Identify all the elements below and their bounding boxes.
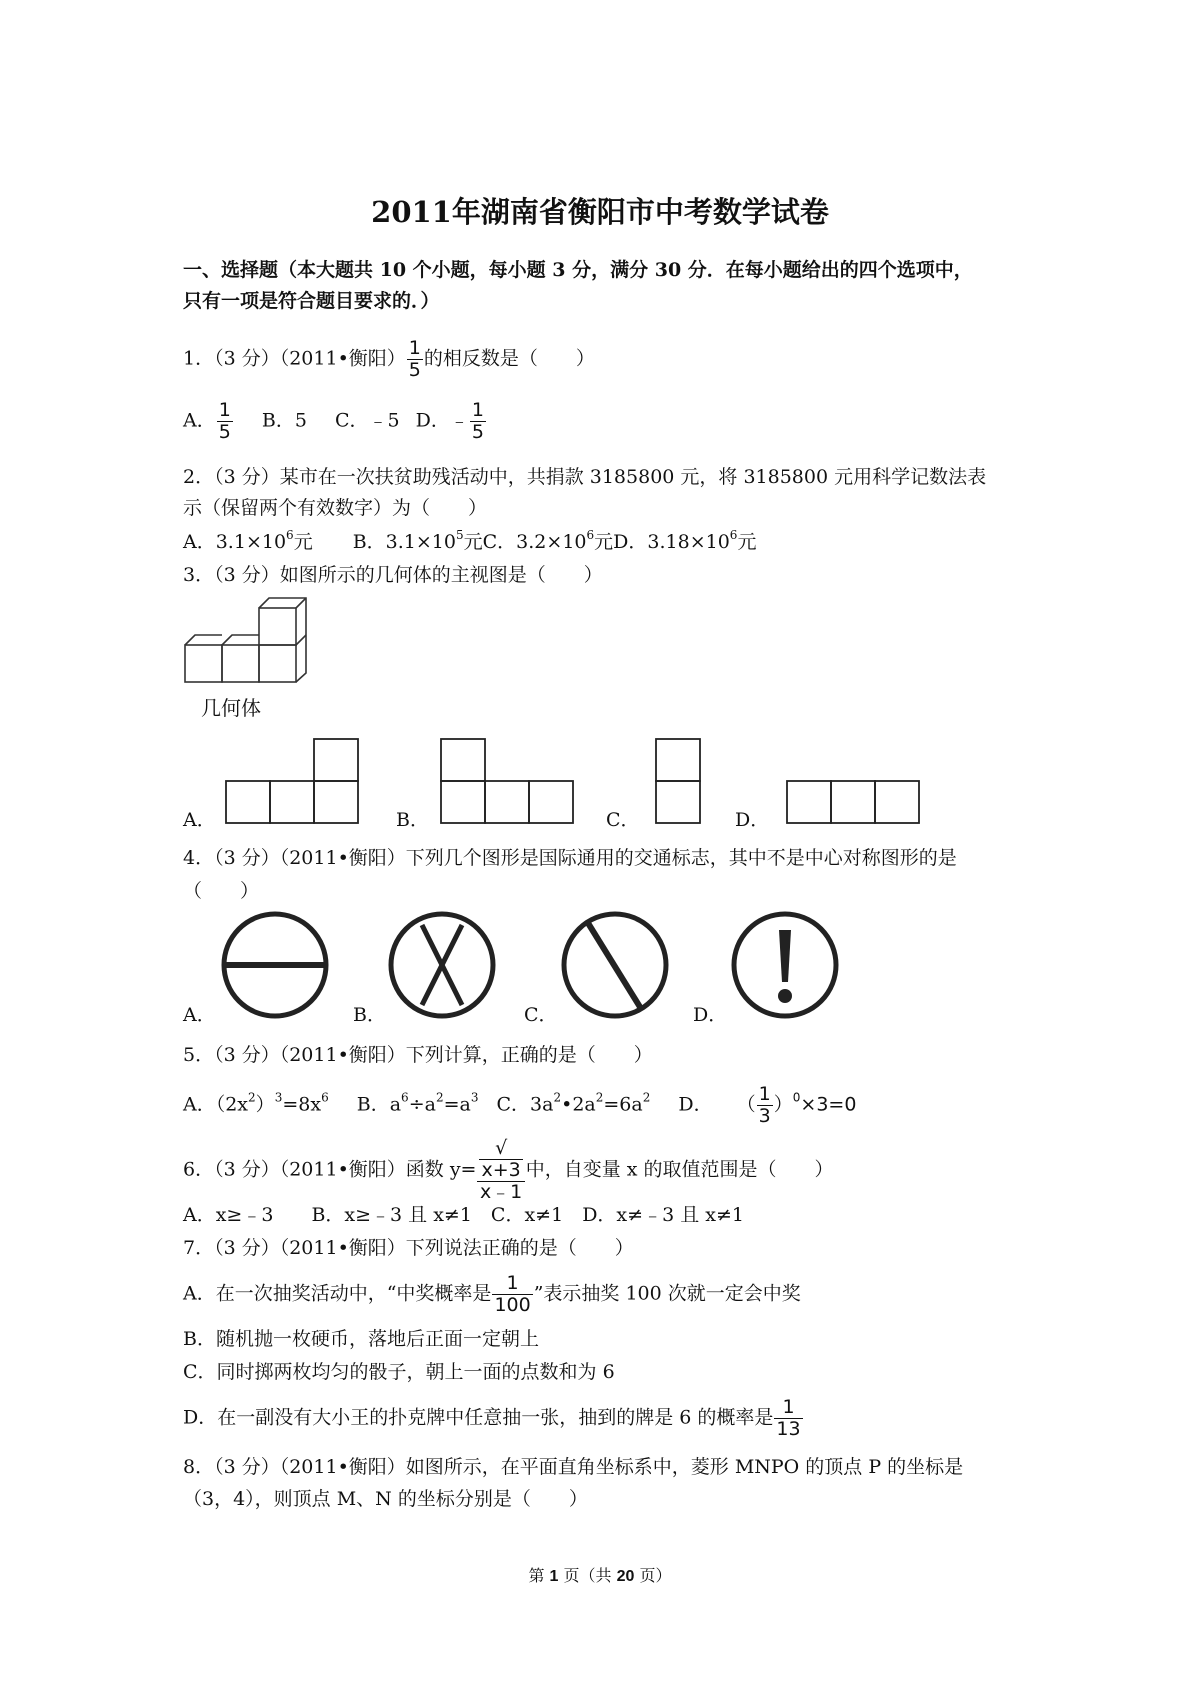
q1-stem: 1．（3 分）（2011•衡阳） $\frac{1}{5}$ 的相反数是（ ） — [183, 337, 595, 381]
q6-options: A．x≥﹣3 B．x≥﹣3 且 x≠1 C．x≠1 D．x≠﹣3 且 x≠1 — [183, 1204, 744, 1226]
q1-options: A． $\frac{1}{5}$ B．5 C．﹣5 D．﹣ $\frac{1}{5}$ — [183, 399, 484, 443]
q5-stem: 5．（3 分）（2011•衡阳）下列计算，正确的是（ ） — [183, 1044, 653, 1066]
q4-option-d-label: D． — [693, 1004, 728, 1026]
q7-option-b: B．随机抛一枚硬币，落地后正面一定朝上 — [183, 1328, 539, 1350]
q3-option-c-figure — [655, 738, 705, 824]
q7-option-c: C．同时掷两枚均匀的骰子，朝上一面的点数和为 6 — [183, 1361, 615, 1383]
q3-option-a-figure — [225, 738, 365, 824]
page-title: 2011年湖南省衡阳市中考数学试卷 — [371, 195, 829, 229]
q3-option-d-label: D． — [735, 809, 770, 831]
end-restriction-sign-icon — [560, 910, 672, 1022]
q6-stem: 6．（3 分）（2011•衡阳）函数 y= √ x+3 x﹣1 中，自变量 x 的取值范围是（ ） — [183, 1137, 834, 1203]
section-heading-cont: 只有一项是符合题目要求的．） — [183, 290, 440, 312]
section-heading: 一、选择题（本大题共 10 个小题，每小题 3 分，满分 30 分．在每小题给出的四个选项中， — [183, 259, 973, 281]
q4-option-b-label: B． — [353, 1004, 386, 1026]
q5-options: A．$(2x^2)^3=8x^6$ B．$a^6\div a^2=a^3$ C．$3a^2•2a^2=6a^2$ D． （ $\frac{1}{3}$ ）$^0$×3=0 — [183, 1083, 857, 1127]
page-footer: 第 1 页（共 20 页） — [528, 1566, 672, 1585]
q4-stem: 4．（3 分）（2011•衡阳）下列几个图形是国际通用的交通标志，其中不是中心对称图形的是 — [183, 847, 957, 869]
figure-label: 几何体 — [201, 696, 261, 720]
warning-exclamation-sign-icon — [730, 910, 842, 1022]
q7-option-a: A．在一次抽奖活动中，“中奖概率是 $\frac{1}{100}$ ”表示抽奖 100 次就一定会中奖 — [183, 1272, 801, 1316]
q4-option-a-label: A． — [183, 1004, 216, 1026]
no-entry-sign-icon — [220, 910, 332, 1022]
q3-stem: 3．（3 分）如图所示的几何体的主视图是（ ） — [183, 564, 603, 586]
q3-option-d-figure — [786, 780, 926, 826]
q3-option-b-figure — [440, 738, 580, 824]
q8-stem: 8．（3 分）（2011•衡阳）如图所示，在平面直角坐标系中，菱形 MNPO 的顶点 P 的坐标是 — [183, 1456, 964, 1478]
no-stopping-sign-icon — [387, 910, 499, 1022]
q2-stem: 2．（3 分）某市在一次扶贫助残活动中，共捐款 3185800 元，将 3185800 元用科学记数法表 — [183, 466, 987, 488]
q2-options: A．$3.1\times 10^6$元 B．$3.1\times 10^5$元C．$3.2\times 10^6$元D．$3.18\times 10^6$元 — [183, 528, 757, 553]
geometric-solid-figure — [183, 593, 333, 693]
q7-stem: 7．（3 分）（2011•衡阳）下列说法正确的是（ ） — [183, 1237, 634, 1259]
q3-option-c-label: C． — [606, 809, 640, 831]
q3-option-a-label: A． — [183, 809, 216, 831]
q2-stem-cont: 示（保留两个有效数字）为（ ） — [183, 497, 488, 519]
q4-option-c-label: C． — [524, 1004, 558, 1026]
q3-option-b-label: B． — [396, 809, 429, 831]
q4-stem-cont: （ ） — [183, 880, 260, 902]
q7-option-d: D．在一副没有大小王的扑克牌中任意抽一张，抽到的牌是 6 的概率是 $\frac{1}{13}$ — [183, 1396, 801, 1440]
q8-stem-cont: （3，4），则顶点 M、N 的坐标分别是（ ） — [183, 1488, 588, 1510]
